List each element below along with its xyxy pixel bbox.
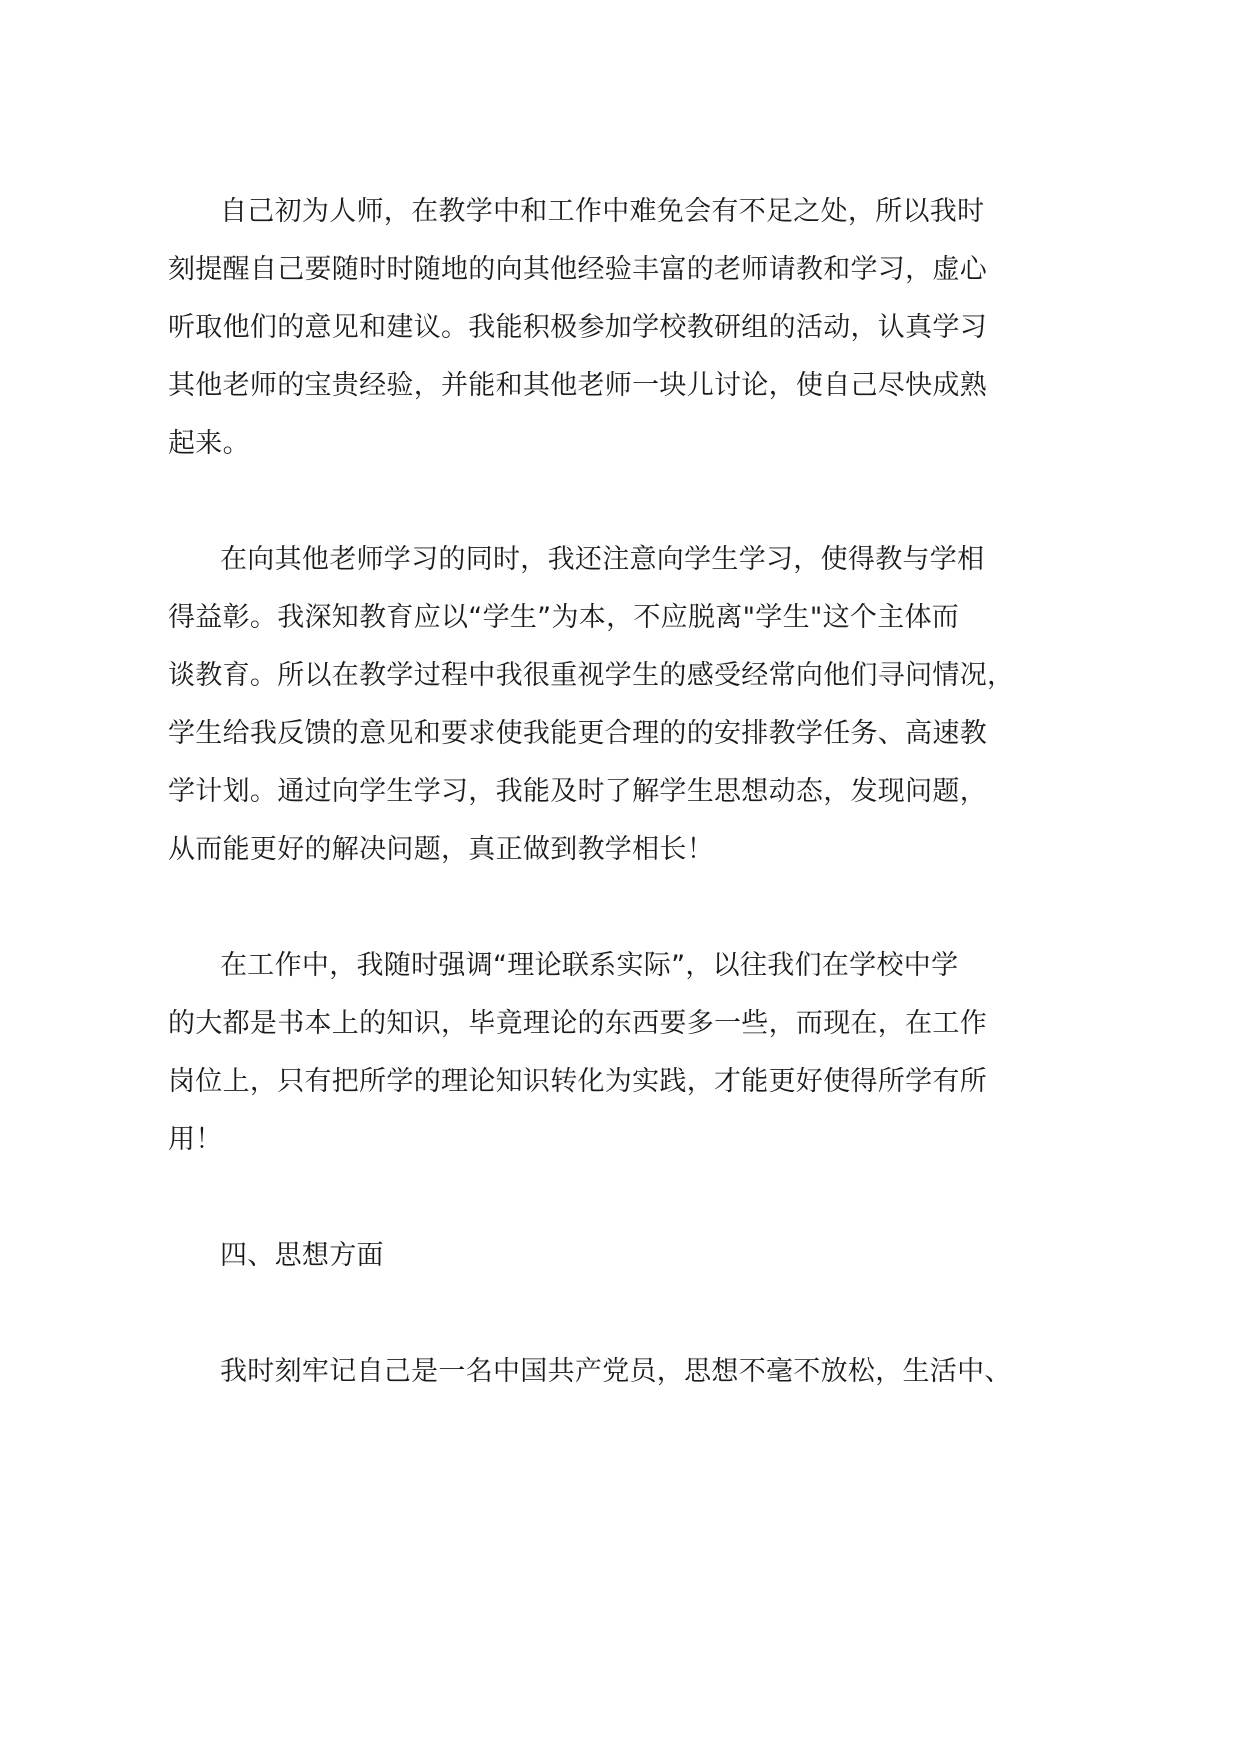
paragraph-1-line-5: 起来。 xyxy=(168,428,250,459)
paragraph-1-line-3: 听取他们的意见和建议。我能积极参加学校教研组的活动，认真学习 xyxy=(168,312,987,343)
paragraph-5-line-1: 我时刻牢记自己是一名中国共产党员，思想不毫不放松，生活中、 xyxy=(220,1356,1012,1387)
paragraph-2-line-5: 学计划。通过向学生学习，我能及时了解学生思想动态，发现问题， xyxy=(168,776,987,807)
paragraph-2-line-4: 学生给我反馈的意见和要求使我能更合理的的安排教学任务、高速教 xyxy=(168,718,987,749)
paragraph-2-line-6: 从而能更好的解决问题，真正做到教学相长！ xyxy=(168,834,714,865)
paragraph-3-line-1: 在工作中，我随时强调“理论联系实际”，以往我们在学校中学 xyxy=(220,950,959,981)
section-heading-text: 四、思想方面 xyxy=(220,1240,384,1271)
paragraph-1-line-2: 刻提醒自己要随时时随地的向其他经验丰富的老师请教和学习，虚心 xyxy=(168,254,987,285)
paragraph-2-line-2: 得益彰。我深知教育应以“学生”为本，不应脱离"学生"这个主体而 xyxy=(168,602,960,633)
paragraph-3-line-3: 岗位上，只有把所学的理论知识转化为实践，才能更好使得所学有所 xyxy=(168,1066,987,1097)
paragraph-1-line-4: 其他老师的宝贵经验，并能和其他老师一块儿讨论，使自己尽快成熟 xyxy=(168,370,987,401)
paragraph-1-line-1: 自己初为人师，在教学中和工作中难免会有不足之处，所以我时 xyxy=(220,196,985,227)
paragraph-2-line-1: 在向其他老师学习的同时，我还注意向学生学习，使得教与学相 xyxy=(220,544,985,575)
paragraph-3-line-2: 的大都是书本上的知识，毕竟理论的东西要多一些，而现在，在工作 xyxy=(168,1008,987,1039)
paragraph-3-line-4: 用！ xyxy=(168,1124,223,1155)
paragraph-2-line-3: 谈教育。所以在教学过程中我很重视学生的感受经常向他们寻问情况， xyxy=(168,660,1015,691)
